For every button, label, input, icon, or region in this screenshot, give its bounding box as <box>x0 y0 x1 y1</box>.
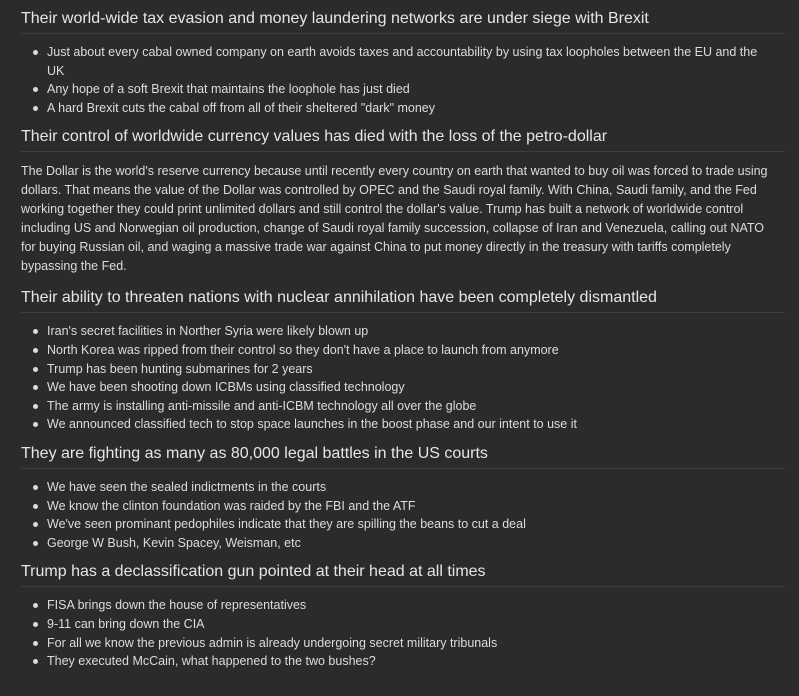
bullet-list <box>21 43 785 117</box>
list-item: North Korea was ripped from their control so they don't have a place to launch from anymore <box>47 341 785 360</box>
list-item: 9-11 can bring down the CIA <box>47 615 785 634</box>
section-tax-evasion <box>21 5 785 117</box>
list-item: We know the clinton foundation was raided by the FBI and the ATF <box>47 497 785 516</box>
list-item: A hard Brexit cuts the cabal off from all of their sheltered "dark" money <box>47 99 785 118</box>
list-item: Trump has been hunting submarines for 2 years <box>47 360 785 379</box>
list-item: Just about every cabal owned company on earth avoids taxes and accountability by using tax loopholes between the EU and the UK <box>47 43 785 80</box>
section-title: Their ability to threaten nations with nuclear annihilation have been completely dismantled <box>21 284 785 313</box>
list-item: Any hope of a soft Brexit that maintains the loophole has just died <box>47 80 785 99</box>
section-declassification <box>21 558 785 670</box>
list-item: We announced classified tech to stop space launches in the boost phase and our intent to use it <box>47 415 785 434</box>
paragraph: The Dollar is the world's reserve currency because until recently every country on earth that wanted to buy oil was forced to trade using dollars. That means the value of the Dollar was controlled by OPEC and the Saudi royal family. With China, Saudi family, and the Fed working together they could print unlimited dollars and still control the dollar's value. Trump has built a network of worldwide control including US and Norwegian oil production, change of Saudi royal family succession, collapse of Iran and Venezuela, calling out NATO for buying Russian oil, and waging a massive trade war against China to put money directly in the treasury with tariffs completely bypassing the Fed. <box>21 164 768 274</box>
section-legal-battles <box>21 440 785 552</box>
section-title: Their control of worldwide currency values has died with the loss of the petro-dollar <box>21 123 785 152</box>
section-title: Trump has a declassification gun pointed at their head at all times <box>21 558 785 587</box>
list-item: FISA brings down the house of representatives <box>47 596 785 615</box>
section-title: They are fighting as many as 80,000 legal battles in the US courts <box>21 440 785 469</box>
list-item: The army is installing anti-missile and anti-ICBM technology all over the globe <box>47 397 785 416</box>
section-nuclear <box>21 284 785 434</box>
list-item: George W Bush, Kevin Spacey, Weisman, etc <box>47 534 785 553</box>
section-title: Their world-wide tax evasion and money laundering networks are under siege with Brexit <box>21 5 785 34</box>
list-item: We have been shooting down ICBMs using classified technology <box>47 378 785 397</box>
list-item: For all we know the previous admin is already undergoing secret military tribunals <box>47 634 785 653</box>
section-currency <box>21 123 785 276</box>
list-item: They executed McCain, what happened to the two bushes? <box>47 652 785 671</box>
bullet-list <box>21 596 785 670</box>
list-item: Iran's secret facilities in Norther Syria were likely blown up <box>47 322 785 341</box>
list-item: We've seen prominant pedophiles indicate that they are spilling the beans to cut a deal <box>47 515 785 534</box>
bullet-list <box>21 322 785 434</box>
list-item: We have seen the sealed indictments in the courts <box>47 478 785 497</box>
bullet-list <box>21 478 785 552</box>
